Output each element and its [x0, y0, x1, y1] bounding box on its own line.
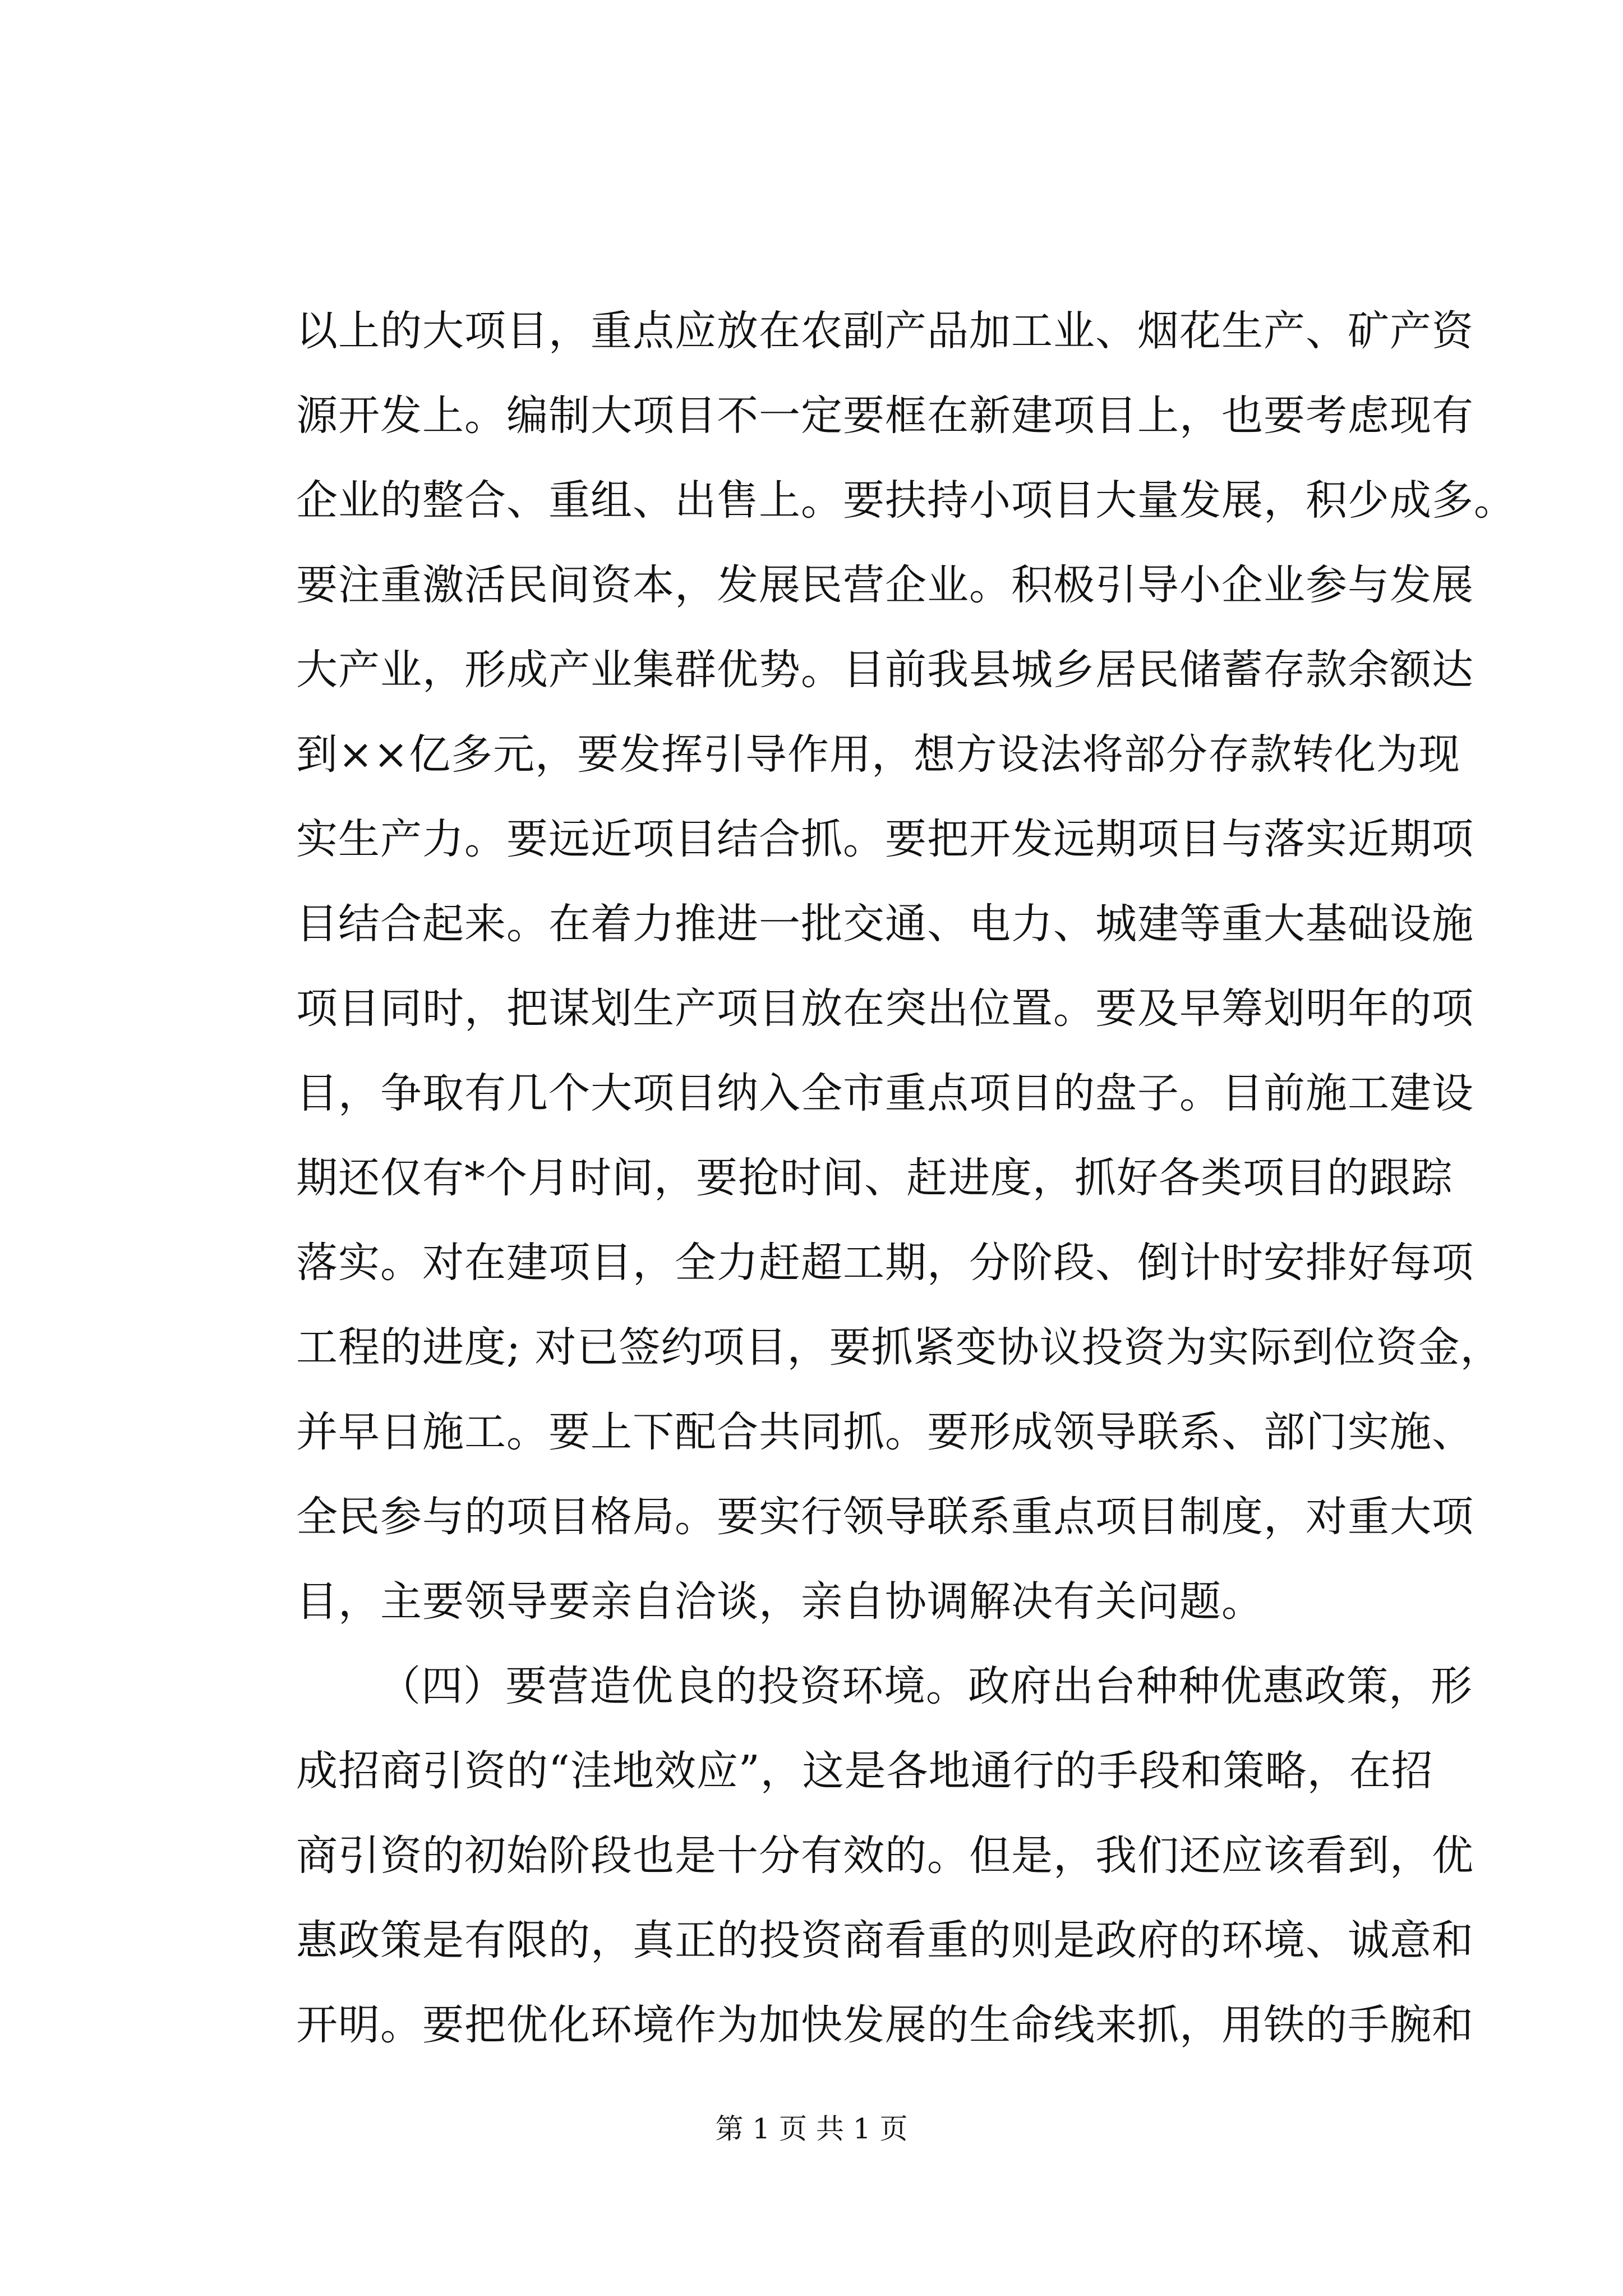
text-line: 商引资的初始阶段也是十分有效的。但是，我们还应该看到，优 [296, 1832, 1474, 1880]
text-line: 落实。对在建项目，全力赶超工期，分阶段、倒计时安排好每项 [296, 1239, 1474, 1287]
page-number-label: 第 1 页 共 1 页 [715, 2113, 908, 2145]
text-line: 大产业，形成产业集群优势。目前我县城乡居民储蓄存款余额达 [296, 646, 1474, 694]
text-line: 项目同时，把谋划生产项目放在突出位置。要及早筹划明年的项 [296, 984, 1474, 1033]
text-line: 要注重激活民间资本，发展民营企业。积极引导小企业参与发展 [296, 561, 1474, 609]
text-line: 全民参与的项目格局。要实行领导联系重点项目制度，对重大项 [296, 1493, 1474, 1541]
paragraph-start-line: （四）要营造优良的投资环境。政府出台种种优惠政策，形 [379, 1662, 1473, 1710]
body-text [296, 289, 1516, 2068]
text-line: 并早日施工。要上下配合共同抓。要形成领导联系、部门实施、 [296, 1408, 1474, 1456]
text-line: 目，主要领导要亲自洽谈，亲自协调解决有关问题。 [296, 1577, 1264, 1626]
text-line: 实生产力。要远近项目结合抓。要把开发远期项目与落实近期项 [296, 815, 1474, 863]
text-line: 目结合起来。在着力推进一批交通、电力、城建等重大基础设施 [296, 900, 1474, 948]
text-line: 企业的整合、重组、出售上。要扶持小项目大量发展，积少成多。 [296, 476, 1516, 524]
text-line: 工程的进度; 对已签约项目，要抓紧变协议投资为实际到位资金， [296, 1323, 1502, 1372]
text-line: 成招商引资的“洼地效应”，这是各地通行的手段和策略，在招 [296, 1747, 1433, 1795]
text-line: 目，争取有几个大项目纳入全市重点项目的盘子。目前施工建设 [296, 1069, 1474, 1117]
text-line: 开明。要把优化环境作为加快发展的生命线来抓，用铁的手腕和 [296, 2001, 1474, 2049]
text-line: 惠政策是有限的，真正的投资商看重的则是政府的环境、诚意和 [296, 1916, 1474, 1964]
text-line: 期还仅有*个月时间，要抢时间、赶进度，抓好各类项目的跟踪 [296, 1154, 1453, 1202]
text-line: 到××亿多元，要发挥引导作用，想方设法将部分存款转化为现 [296, 730, 1461, 779]
text-line: 以上的大项目，重点应放在农副产品加工业、烟花生产、矿产资 [296, 307, 1474, 355]
page-footer [0, 2106, 1623, 2151]
text-line: 源开发上。编制大项目不一定要框在新建项目上，也要考虑现有 [296, 392, 1474, 440]
